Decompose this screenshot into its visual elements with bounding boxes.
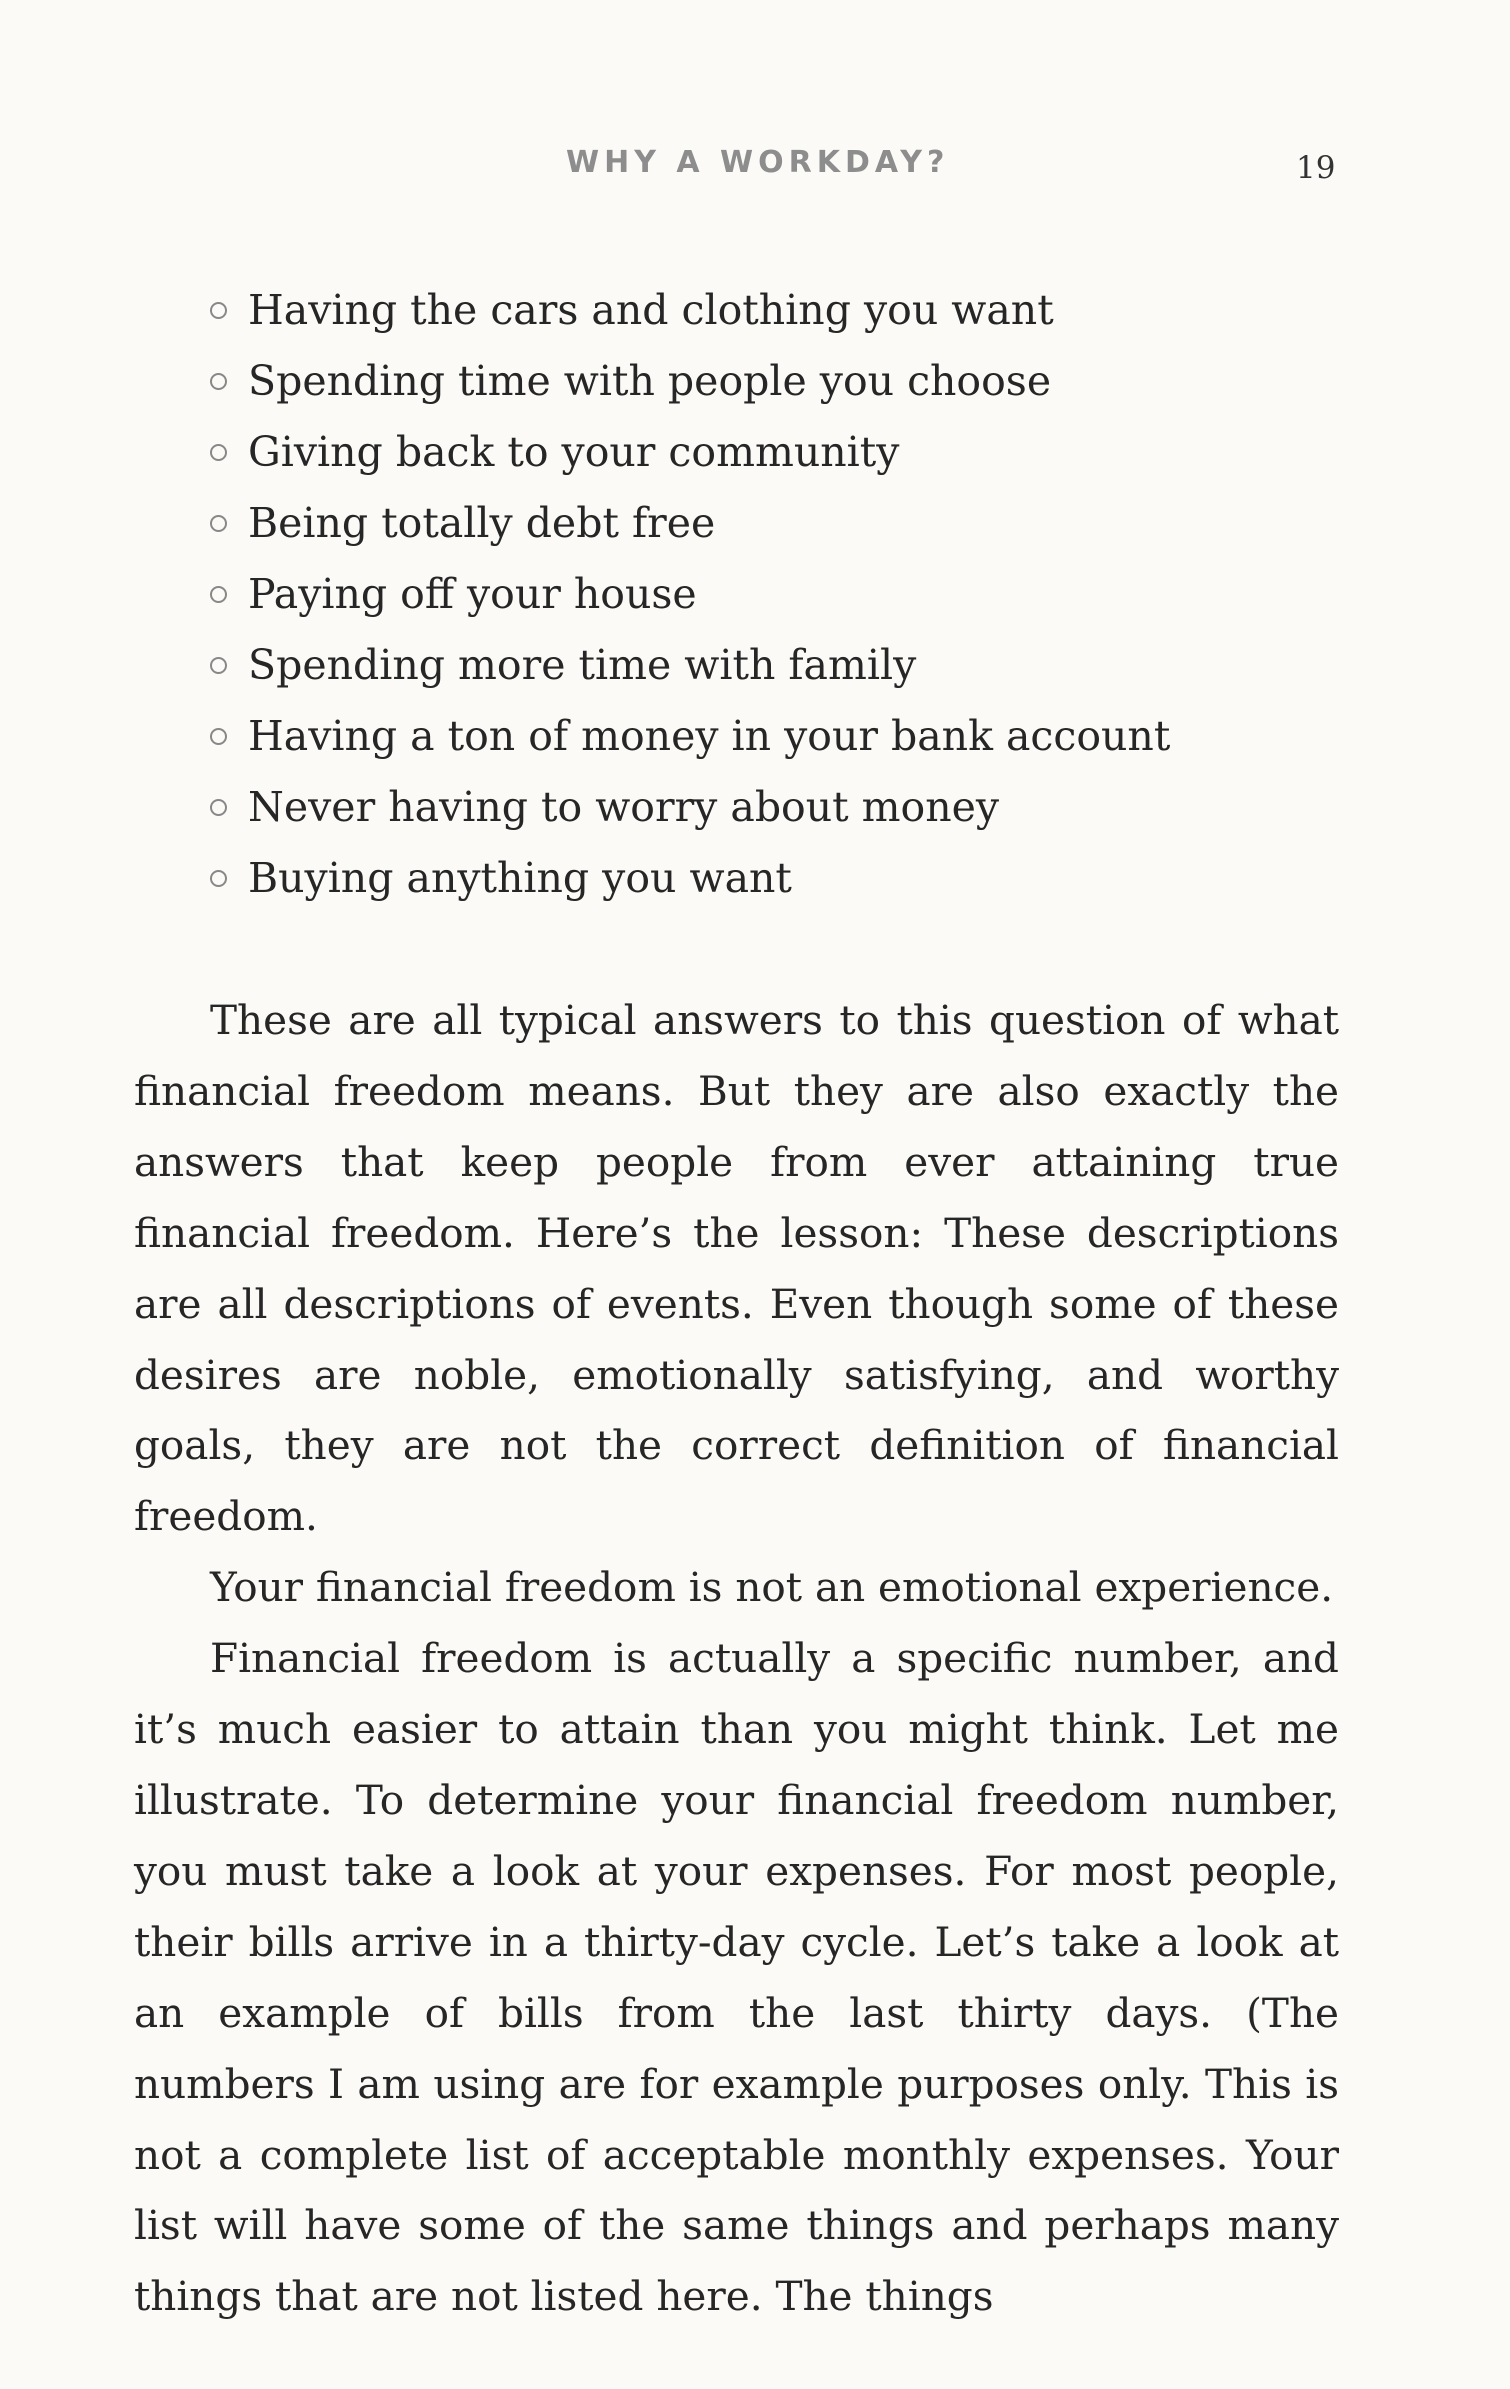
bullet-icon xyxy=(210,586,227,603)
list-item xyxy=(210,701,1170,772)
running-head: WHY A WORKDAY? xyxy=(566,145,950,180)
list-item xyxy=(210,559,1170,630)
list-item-text: Paying off your house xyxy=(248,570,697,618)
list-item xyxy=(210,417,1170,488)
list-item-text: Never having to worry about money xyxy=(248,783,1000,831)
bullet-icon xyxy=(210,799,227,816)
bullet-icon xyxy=(210,444,227,461)
list-item xyxy=(210,630,1170,701)
list-item-text: Buying anything you want xyxy=(248,854,792,902)
list-item-text: Having the cars and clothing you want xyxy=(248,286,1054,334)
paragraph: Financial freedom is actually a specific number, and it’s much easier to attain than you might think. Let me illustrate. To determine your financial freedom number, you must take a look at your expenses. For most people, their bills arrive in a thirty-day cycle. Let’s take a look at an example of bills from the last thirty days. (The numbers I am using are for example purposes only. This is not a complete list of acceptable monthly expenses. Your list will have some of the same things and perhaps many things that are not listed here. The things xyxy=(134,1634,1339,2321)
list-item xyxy=(210,488,1170,559)
bullet-icon xyxy=(210,870,227,887)
list-item-text: Giving back to your community xyxy=(248,428,900,476)
list-item-text: Spending time with people you choose xyxy=(248,357,1052,405)
bullet-icon xyxy=(210,302,227,319)
list-item xyxy=(210,346,1170,417)
body-text xyxy=(134,985,1339,2332)
list-item-text: Being totally debt free xyxy=(248,499,716,547)
list-item-text: Spending more time with family xyxy=(248,641,917,689)
list-item xyxy=(210,275,1170,346)
bullet-icon xyxy=(210,728,227,745)
list-item-text: Having a ton of money in your bank account xyxy=(248,712,1171,760)
bullet-list xyxy=(210,275,1170,914)
list-item xyxy=(210,843,1170,914)
paragraph: These are all typical answers to this question of what financial freedom means. But they are also exactly the answers that keep people from ever attaining true financial freedom. Here’s the lesson: These descriptions are all descriptions of events. Even though some of these desires are noble, emotionally satisfying, and worthy goals, they are not the correct definition of financial freedom. xyxy=(134,996,1339,1541)
bullet-icon xyxy=(210,515,227,532)
list-item xyxy=(210,772,1170,843)
bullet-icon xyxy=(210,657,227,674)
bullet-icon xyxy=(210,373,227,390)
page-number: 19 xyxy=(1296,150,1336,186)
paragraph: Your financial freedom is not an emotional experience. xyxy=(210,1563,1334,1612)
